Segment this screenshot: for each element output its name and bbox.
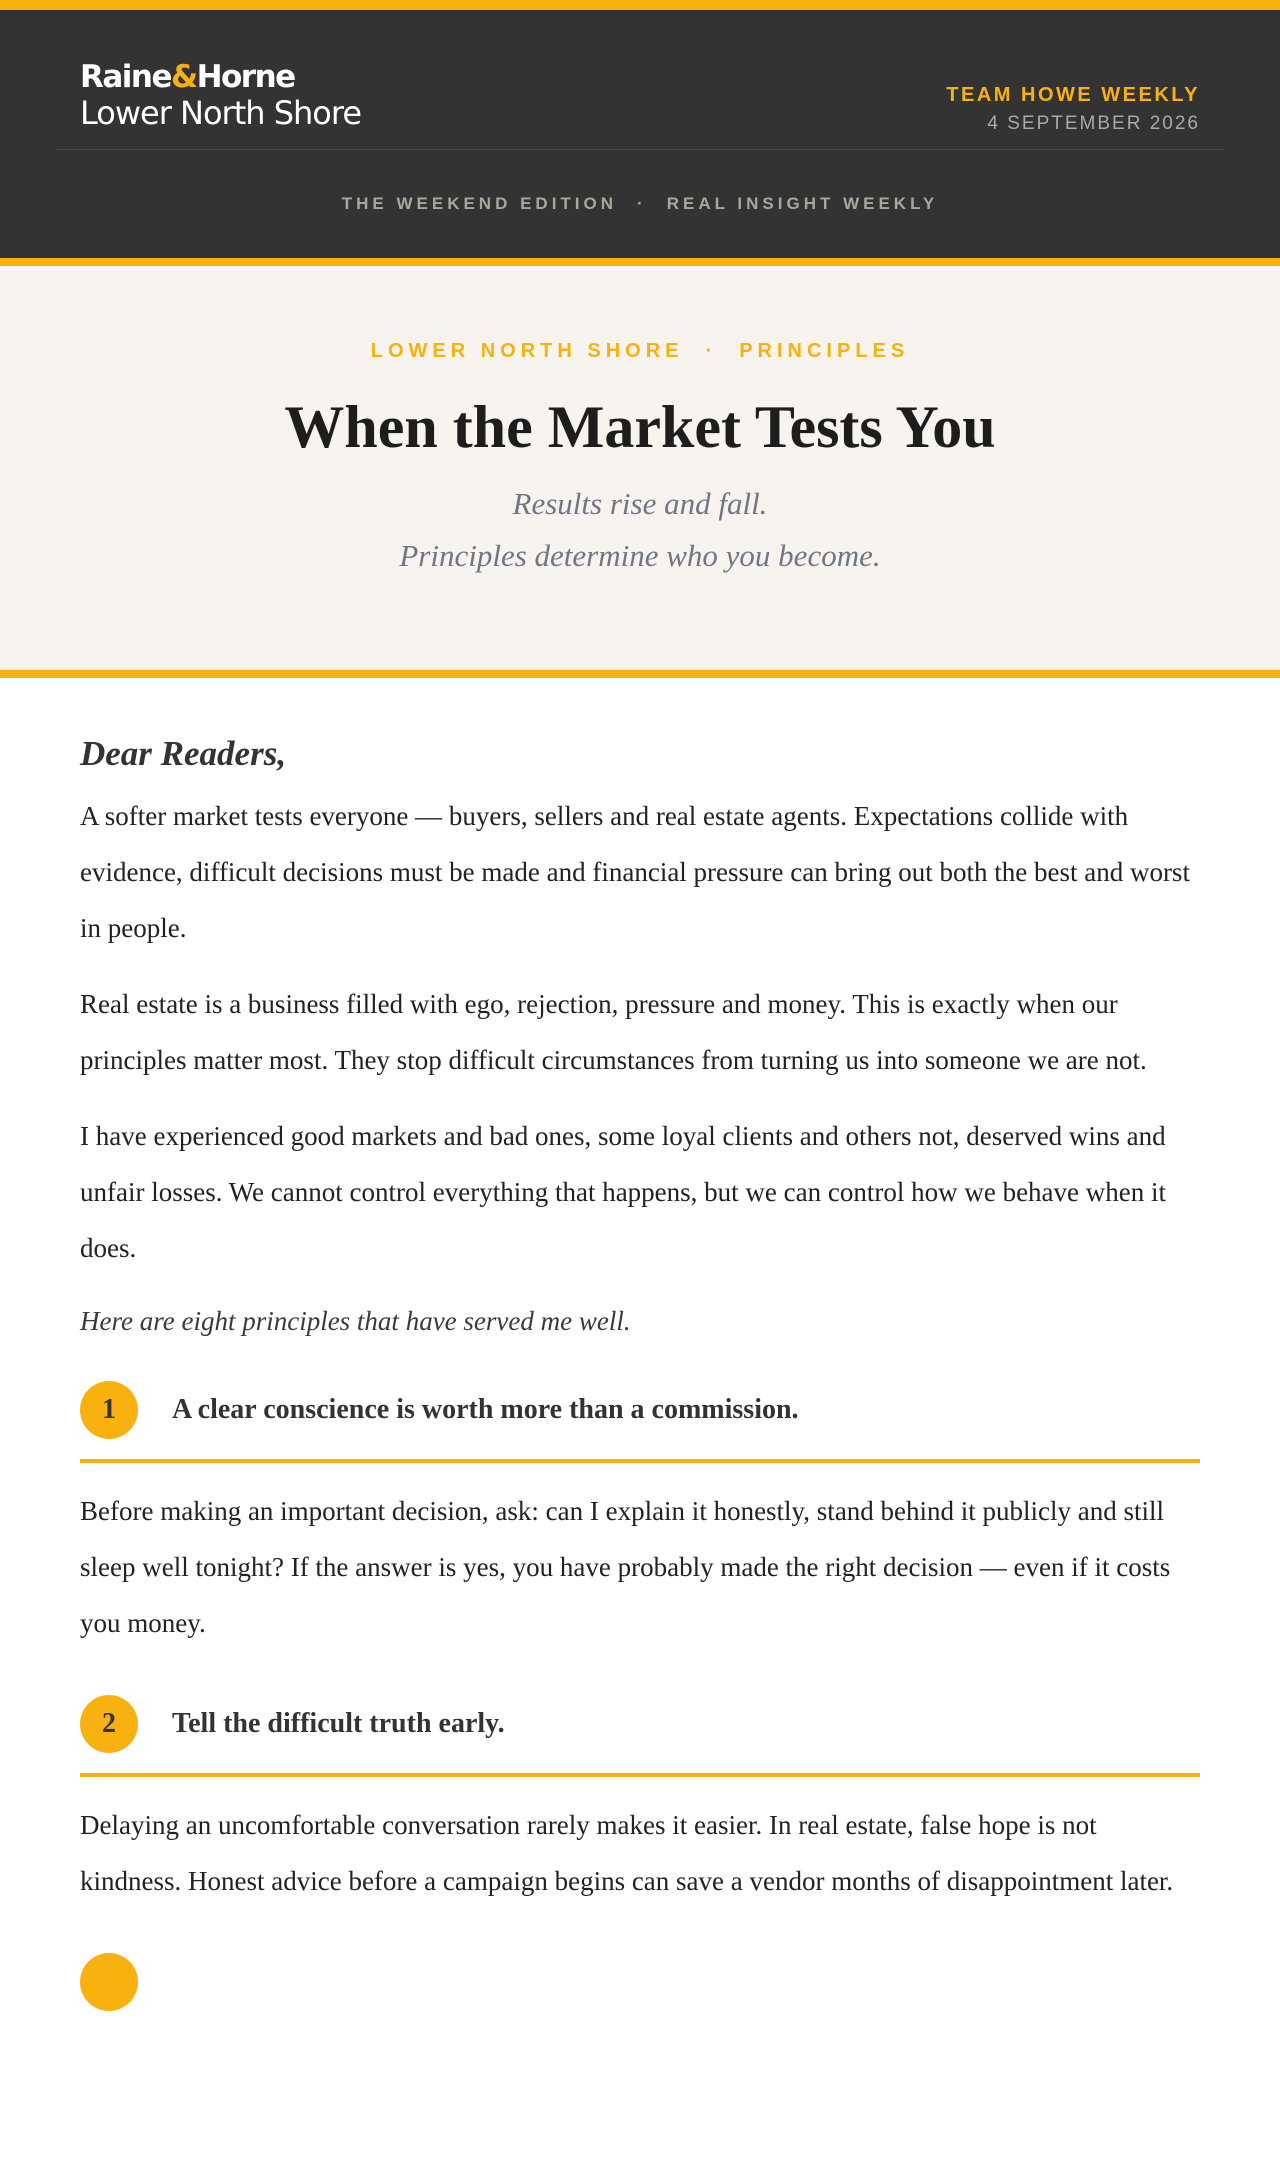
- principles-intro: Here are eight principles that have served me well.: [80, 1306, 631, 1336]
- principle-divider: [80, 1459, 1200, 1463]
- subtitle-line-1: Results rise and fall.: [512, 486, 768, 521]
- principle-number-badge: 2: [80, 1695, 138, 1753]
- header-row: [56, 10, 1224, 150]
- letter-paragraph: I have experienced good markets and bad ones, some loyal clients and others not, deserved wins and unfair losses. We cannot control everything that happens, but we can control how we behave when it does.: [80, 1121, 1167, 1263]
- kicker-location: LOWER NORTH SHORE: [370, 340, 684, 362]
- top-accent-bar: [0, 0, 1280, 10]
- edition-right: REAL INSIGHT WEEKLY: [666, 194, 939, 213]
- newsletter-header: [0, 10, 1280, 258]
- principle-number-badge: 1: [80, 1381, 138, 1439]
- principle-title: Tell the difficult truth early.: [172, 1708, 505, 1739]
- brand-name: [80, 59, 361, 95]
- principle-heading: [80, 1953, 1200, 2011]
- greeting: Dear Readers,: [80, 734, 287, 773]
- kicker-separator: ·: [705, 340, 718, 362]
- principle-number-badge: [80, 1953, 138, 2011]
- edition-line: [56, 150, 1224, 258]
- brand-name-part1: Raine: [80, 59, 172, 95]
- letter-paragraph: A softer market tests everyone — buyers, sellers and real estate agents. Expectations collide with evidence, difficult decisions must be made and financial pressure can bring out both the best and worst in people.: [80, 801, 1190, 943]
- accent-band-bottom: [0, 670, 1280, 678]
- principle-item: [80, 1381, 1200, 1651]
- subtitle-line-2: Principles determine who you become.: [399, 538, 881, 573]
- principle-body: Delaying an uncomfortable conversation rarely makes it easier. In real estate, false hope is not kindness. Honest advice before a campaign begins can save a vendor months of disappointment later.: [80, 1810, 1174, 1896]
- kicker-topic: PRINCIPLES: [739, 340, 910, 362]
- principle-heading: [80, 1695, 1200, 1753]
- edition-left: THE WEEKEND EDITION: [341, 194, 618, 213]
- principle-item: [80, 1695, 1200, 1909]
- brand-office: Lower North Shore: [80, 94, 362, 132]
- letter-content: [0, 678, 1280, 2011]
- brand-name-part2: Horne: [196, 59, 295, 95]
- hero-section: [0, 266, 1280, 670]
- principle-title: A clear conscience is worth more than a commission.: [172, 1394, 799, 1425]
- brand-ampersand: &: [171, 59, 197, 95]
- hero-kicker: [0, 340, 1280, 363]
- edition-separator: ·: [637, 194, 647, 213]
- brand-logo[interactable]: [80, 59, 362, 132]
- hero-subtitle: [0, 478, 1280, 582]
- masthead: [946, 62, 1200, 135]
- principle-heading: [80, 1381, 1200, 1439]
- newsletter-title: TEAM HOWE WEEKLY: [946, 84, 1200, 106]
- page-title: When the Market Tests You: [284, 394, 996, 460]
- principle-body: Before making an important decision, ask: can I explain it honestly, stand behind it publicly and still sleep well tonight? If the answer is yes, you have probably made the right decision — even if it costs you money.: [80, 1496, 1171, 1638]
- accent-band-top: [0, 258, 1280, 266]
- letter-paragraph: Real estate is a business filled with ego, rejection, pressure and money. This is exactly when our principles matter most. They stop difficult circumstances from turning us into someone we are not.: [80, 989, 1147, 1075]
- issue-date: 4 SEPTEMBER 2026: [987, 113, 1200, 134]
- principle-divider: [80, 1773, 1200, 1777]
- principle-item-partial: [80, 1953, 1200, 2011]
